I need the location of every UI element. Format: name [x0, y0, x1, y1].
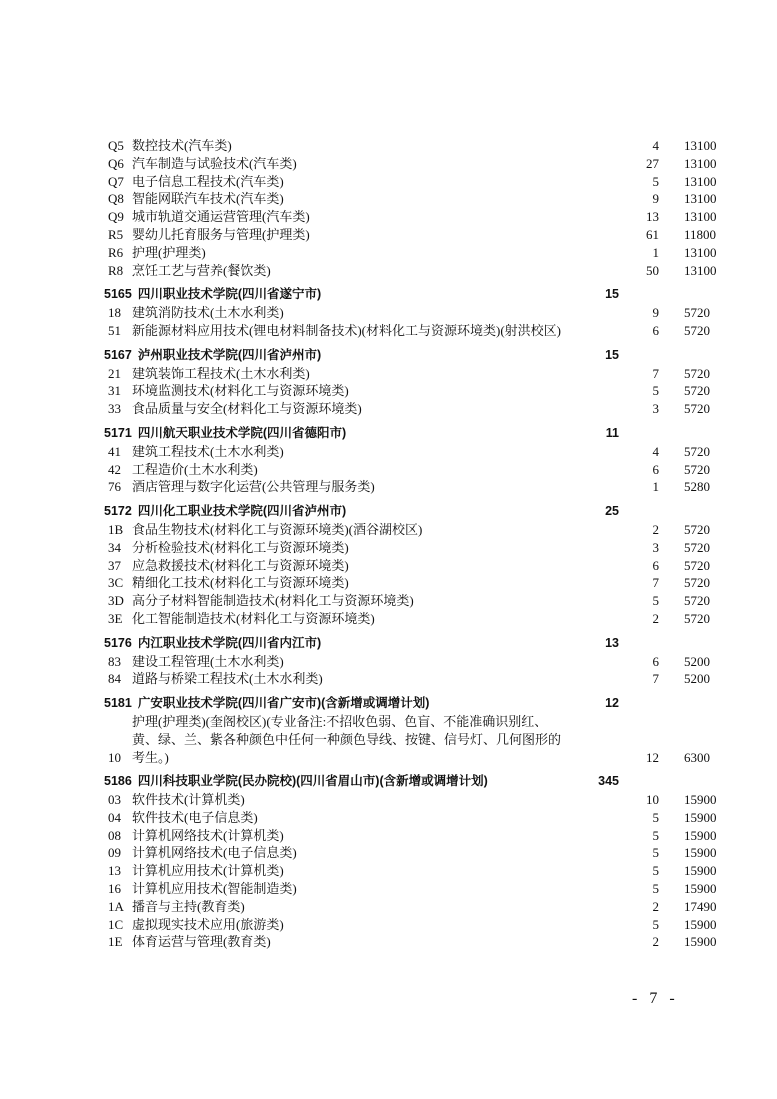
major-name: 酒店管理与数字化运营(公共管理与服务类): [132, 479, 375, 495]
major-row: [104, 208, 717, 226]
school-group: [104, 773, 717, 951]
major-code: Q9: [108, 209, 124, 225]
major-name: 虚拟现实技术应用(旅游类): [132, 916, 284, 932]
major-name: 计算机应用技术(计算机类): [132, 863, 284, 879]
major-row: [104, 539, 710, 557]
major-name: 软件技术(电子信息类): [132, 809, 258, 825]
major-name: 建筑工程技术(土木水利类): [132, 443, 284, 459]
major-row: [104, 244, 717, 262]
plan-count: 4: [652, 138, 659, 153]
school-name: 内江职业技术学院(四川省内江市): [137, 635, 322, 650]
major-row: [104, 809, 717, 827]
plan-count: 12: [646, 749, 659, 765]
major-row: [104, 304, 710, 322]
school-name: 四川化工职业技术学院(四川省泸州市): [137, 504, 347, 519]
major-row: [104, 190, 717, 208]
plan-count: 3: [652, 401, 659, 417]
major-name: 精细化工技术(材料化工与资源环境类): [132, 575, 349, 591]
tuition-fee: 5720: [684, 593, 710, 609]
major-name: 护理(护理类)(奎阁校区)(专业备注:不招收色弱、色盲、不能准确识别红、黄、绿、兰、紫各种颜色中任何一种颜色导线、按键、信号灯、几何图形的考生。): [132, 713, 562, 765]
major-row: [104, 461, 710, 479]
school-group: [104, 503, 710, 628]
major-code: Q6: [108, 155, 124, 171]
tuition-fee: 15900: [684, 792, 717, 808]
plan-count: 7: [652, 575, 659, 591]
school-header-row: [104, 503, 704, 521]
school-total-count: 11: [605, 425, 619, 440]
tuition-fee: 5720: [684, 539, 710, 555]
tuition-fee: 5720: [684, 461, 710, 477]
plan-count: 5: [652, 845, 659, 861]
tuition-fee: 15900: [684, 809, 717, 825]
major-row: [104, 557, 710, 575]
plan-count: 5: [652, 593, 659, 609]
tuition-fee: 5200: [684, 653, 710, 669]
major-code: 42: [108, 461, 121, 477]
major-name: 计算机网络技术(计算机类): [132, 827, 284, 843]
school-header-row: [104, 773, 704, 791]
major-code: 34: [108, 539, 121, 555]
school-code: 5171: [104, 425, 132, 440]
major-code: 09: [108, 845, 121, 861]
tuition-fee: 5720: [684, 521, 710, 537]
major-code: 10: [108, 749, 121, 765]
tuition-fee: 5720: [684, 305, 710, 321]
major-row: [104, 521, 710, 539]
school-group: [104, 347, 710, 418]
major-code: R6: [108, 244, 124, 260]
major-code: 51: [108, 322, 121, 338]
school-group: [104, 425, 710, 496]
school-total-count: 15: [605, 347, 619, 362]
major-row: [104, 791, 717, 809]
plan-count: 10: [646, 792, 659, 808]
major-name: 婴幼儿托育服务与管理(护理类): [132, 226, 310, 242]
plan-count: 5: [652, 916, 659, 932]
major-name: 化工智能制造技术(材料化工与资源环境类): [132, 610, 375, 626]
major-code: 37: [108, 557, 121, 573]
tuition-fee: 15900: [684, 845, 717, 861]
plan-count: 5: [652, 827, 659, 843]
major-code: 18: [108, 305, 121, 321]
major-name: 智能网联汽车技术(汽车类): [132, 191, 284, 207]
major-row: [104, 382, 710, 400]
major-code: 13: [108, 863, 121, 879]
tuition-fee: 15900: [684, 827, 717, 843]
major-code: 41: [108, 443, 121, 459]
school-name: 四川职业技术学院(四川省遂宁市): [137, 287, 322, 302]
plan-count: 2: [652, 521, 659, 537]
plan-count: 1: [652, 479, 659, 495]
major-code: 21: [108, 365, 121, 381]
plan-count: 4: [652, 443, 659, 459]
major-name: 食品质量与安全(材料化工与资源环境类): [132, 401, 362, 417]
major-code: 33: [108, 401, 121, 417]
school-header-row: [104, 425, 704, 443]
school-code: 5176: [104, 635, 132, 650]
major-row: [104, 226, 717, 244]
major-name: 烹饪工艺与营养(餐饮类): [132, 262, 271, 278]
major-name: 应急救援技术(材料化工与资源环境类): [132, 557, 349, 573]
major-name: 工程造价(土木水利类): [132, 461, 258, 477]
major-name: 分析检验技术(材料化工与资源环境类): [132, 539, 349, 555]
school-total-count: 345: [598, 774, 619, 789]
school-group: [104, 635, 710, 688]
enrollment-plan-table: [104, 137, 717, 951]
school-total-count: 13: [605, 635, 619, 650]
major-name: 城市轨道交通运营管理(汽车类): [132, 209, 310, 225]
major-name: 建设工程管理(土木水利类): [132, 653, 284, 669]
major-row: [104, 916, 717, 934]
plan-count: 9: [652, 191, 659, 207]
school-group: [104, 286, 710, 339]
tuition-fee: 5720: [684, 610, 710, 626]
major-row: [104, 898, 717, 916]
major-row: [104, 827, 717, 845]
tuition-fee: 5720: [684, 383, 710, 399]
tuition-fee: 5200: [684, 671, 710, 687]
major-row: [104, 670, 710, 688]
school-name: 四川科技职业学院(民办院校)(四川省眉山市)(含新增或调增计划): [137, 774, 488, 789]
tuition-fee: 15900: [684, 934, 717, 950]
major-row: [104, 844, 717, 862]
major-code: 83: [108, 653, 121, 669]
plan-count: 61: [646, 226, 659, 242]
major-name: 建筑装饰工程技术(土木水利类): [132, 365, 310, 381]
tuition-fee: 13100: [684, 173, 717, 189]
major-name: 道路与桥梁工程技术(土木水利类): [132, 671, 323, 687]
major-name: 护理(护理类): [132, 244, 206, 260]
major-code: 1E: [108, 934, 123, 950]
tuition-fee: 13100: [684, 138, 717, 153]
major-code: 84: [108, 671, 121, 687]
plan-count: 1: [652, 244, 659, 260]
plan-count: 27: [646, 155, 659, 171]
major-row: [104, 478, 710, 496]
school-group: [104, 137, 717, 279]
major-name: 新能源材料应用技术(锂电材料制备技术)(材料化工与资源环境类)(射洪校区): [132, 322, 561, 338]
major-name: 数控技术(汽车类): [132, 138, 232, 153]
tuition-fee: 15900: [684, 863, 717, 879]
major-row: [104, 862, 717, 880]
plan-count: 6: [652, 322, 659, 338]
major-name: 电子信息工程技术(汽车类): [132, 173, 284, 189]
school-code: 5186: [104, 774, 132, 789]
major-name: 播音与主持(教育类): [132, 898, 245, 914]
major-row: [104, 443, 710, 461]
tuition-fee: 11800: [684, 226, 717, 242]
tuition-fee: 6300: [684, 749, 710, 765]
major-code: 1B: [108, 521, 124, 537]
plan-count: 7: [652, 671, 659, 687]
tuition-fee: 13100: [684, 244, 717, 260]
tuition-fee: 5720: [684, 557, 710, 573]
school-name: 四川航天职业技术学院(四川省德阳市): [137, 425, 347, 440]
tuition-fee: 5720: [684, 575, 710, 591]
major-code: 31: [108, 383, 121, 399]
school-name: 广安职业技术学院(四川省广安市)(含新增或调增计划): [137, 696, 430, 711]
major-row: [104, 574, 710, 592]
major-name: 计算机应用技术(智能制造类): [132, 881, 297, 897]
tuition-fee: 15900: [684, 916, 717, 932]
major-code: 04: [108, 809, 121, 825]
plan-count: 5: [652, 863, 659, 879]
major-row: [104, 592, 710, 610]
tuition-fee: 13100: [684, 262, 717, 278]
major-row: [104, 155, 717, 173]
major-row: [104, 173, 717, 191]
major-row: [104, 137, 717, 155]
major-name: 体育运营与管理(教育类): [132, 934, 271, 950]
major-code: 1A: [108, 898, 124, 914]
major-row: [104, 365, 710, 383]
plan-count: 7: [652, 365, 659, 381]
tuition-fee: 5720: [684, 322, 710, 338]
school-code: 5181: [104, 696, 132, 711]
plan-count: 13: [646, 209, 659, 225]
tuition-fee: 5720: [684, 443, 710, 459]
plan-count: 5: [652, 881, 659, 897]
school-header-row: [104, 635, 704, 653]
major-row: [104, 653, 710, 671]
school-group: [104, 695, 710, 766]
major-name: 汽车制造与试验技术(汽车类): [132, 155, 297, 171]
plan-count: 2: [652, 934, 659, 950]
major-code: 3E: [108, 610, 123, 626]
major-code: 3D: [108, 593, 124, 609]
major-name: 软件技术(计算机类): [132, 792, 245, 808]
major-code: Q7: [108, 173, 124, 189]
school-total-count: 25: [605, 504, 619, 519]
major-row: [104, 322, 710, 340]
major-code: 08: [108, 827, 121, 843]
major-name: 环境监测技术(材料化工与资源环境类): [132, 383, 349, 399]
tuition-fee: 5280: [684, 479, 710, 495]
major-row: [104, 262, 717, 280]
major-code: 03: [108, 792, 121, 808]
school-code: 5172: [104, 504, 132, 519]
major-name: 计算机网络技术(电子信息类): [132, 845, 297, 861]
major-code: R5: [108, 226, 124, 242]
major-name: 建筑消防技术(土木水利类): [132, 305, 284, 321]
school-header-row: [104, 695, 704, 713]
plan-count: 5: [652, 809, 659, 825]
plan-count: 2: [652, 610, 659, 626]
school-header-row: [104, 286, 704, 304]
major-row: [104, 610, 710, 628]
tuition-fee: 5720: [684, 365, 710, 381]
school-code: 5167: [104, 347, 132, 362]
major-row: [104, 933, 717, 951]
plan-count: 5: [652, 173, 659, 189]
major-code: Q5: [108, 138, 124, 153]
major-name: 高分子材料智能制造技术(材料化工与资源环境类): [132, 593, 414, 609]
plan-count: 50: [646, 262, 659, 278]
tuition-fee: 13100: [684, 155, 717, 171]
major-code: Q8: [108, 191, 124, 207]
plan-count: 6: [652, 653, 659, 669]
major-row: [104, 400, 710, 418]
major-code: 1C: [108, 916, 124, 932]
tuition-fee: 13100: [684, 191, 717, 207]
major-code: 16: [108, 881, 121, 897]
tuition-fee: 17490: [684, 898, 717, 914]
major-code: R8: [108, 262, 124, 278]
plan-count: 6: [652, 557, 659, 573]
tuition-fee: 13100: [684, 209, 717, 225]
major-row: [104, 880, 717, 898]
school-header-row: [104, 347, 704, 365]
plan-count: 2: [652, 898, 659, 914]
major-name: 食品生物技术(材料化工与资源环境类)(酒谷湖校区): [132, 521, 423, 537]
tuition-fee: 5720: [684, 401, 710, 417]
major-code: 3C: [108, 575, 124, 591]
plan-count: 3: [652, 539, 659, 555]
school-name: 泸州职业技术学院(四川省泸州市): [137, 347, 322, 362]
tuition-fee: 15900: [684, 881, 717, 897]
school-total-count: 12: [605, 696, 619, 711]
school-total-count: 15: [605, 287, 619, 302]
school-code: 5165: [104, 287, 132, 302]
major-code: 76: [108, 479, 121, 495]
plan-count: 9: [652, 305, 659, 321]
plan-count: 6: [652, 461, 659, 477]
page-number: - 7 -: [632, 990, 679, 1007]
plan-count: 5: [652, 383, 659, 399]
major-row: [104, 713, 710, 766]
